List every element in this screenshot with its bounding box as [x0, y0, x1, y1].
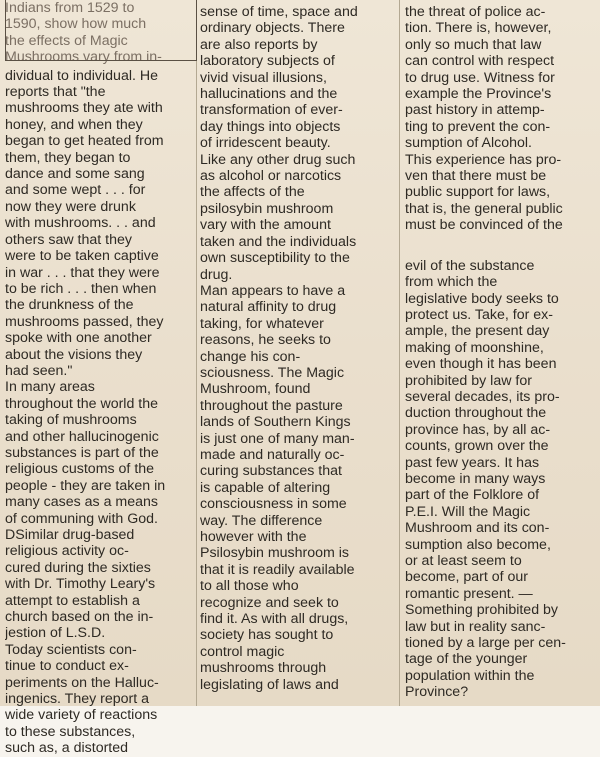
text-line: ample, the present day [405, 323, 550, 340]
text-line: taken and the individuals [200, 233, 357, 250]
text-line: sciousness. The Magic [200, 364, 345, 381]
text-line: DSimilar drug-based [5, 527, 135, 543]
text-line: protect us. Take, for ex- [405, 306, 553, 323]
text-line: recognize and seek to [200, 594, 339, 611]
text-line: spoke with one another [5, 330, 152, 347]
article-column-2 [200, 0, 393, 693]
text-line: legislative body seeks to [405, 290, 559, 307]
text-line: way. The difference [200, 512, 323, 529]
text-line: is just one of many man- [200, 430, 355, 447]
text-line: become in many ways [405, 470, 546, 487]
text-line: throughout the world the [5, 395, 159, 412]
text-line: throughout the pasture [200, 397, 343, 414]
text-line: Mushrooms vary from in- [5, 49, 162, 66]
text-line: to these substances, [5, 723, 136, 740]
text-line: began to get heated from [5, 133, 164, 150]
text-line: with Dr. Timothy Leary's [5, 576, 156, 593]
text-line: transformation of ever- [200, 102, 343, 119]
text-line: sumption also become, [405, 536, 551, 553]
text-line: tion. There is, however, [405, 20, 552, 37]
text-line: honey, and when they [5, 116, 143, 133]
text-line: Like any other drug such [200, 151, 356, 168]
text-line: the effects of Magic [5, 32, 128, 49]
text-line: day things into objects [200, 118, 341, 135]
text-line: laboratory subjects of [200, 53, 335, 70]
text-line: and other hallucinogenic [5, 428, 159, 445]
text-line: ting to prevent the con- [405, 118, 551, 135]
text-line: from which the [405, 274, 498, 291]
text-line: cured during the sixties [5, 559, 151, 576]
text-line: made and naturally oc- [200, 446, 345, 463]
text-line: past history in attemp- [405, 102, 545, 119]
text-line: dance and some sang [5, 166, 145, 183]
column-divider [196, 0, 197, 706]
text-line: that is, the general public [405, 200, 563, 217]
text-line: ordinary objects. There [200, 20, 345, 37]
text-line: 1590, show how much [5, 16, 147, 33]
article-column-1 [5, 0, 193, 757]
text-line: sumption of Alcohol. [405, 135, 532, 152]
text-line: people - they are taken in [5, 477, 166, 494]
text-line: can control with respect [405, 53, 555, 70]
text-line: lands of Southern Kings [200, 414, 351, 431]
text-line: dividual to individual. He [5, 67, 159, 84]
text-line: change his con- [200, 348, 301, 365]
text-line: reasons, he seeks to [200, 332, 331, 349]
text-line: Man appears to have a [200, 282, 346, 299]
text-line: several decades, its pro- [405, 388, 560, 405]
continued-from-box [5, 0, 197, 61]
text-line: Mushroom and its con- [405, 520, 550, 537]
text-line: even though it has been [405, 356, 557, 373]
text-line: in war . . . that they were [5, 264, 160, 281]
text-line: Mushroom, found [200, 381, 311, 398]
column-1-body [5, 68, 193, 757]
text-line: others saw that they [5, 231, 132, 248]
text-line: society has sought to [200, 627, 334, 644]
text-line: jestion of L.S.D. [5, 625, 106, 642]
text-line: however with the [200, 529, 307, 545]
text-line: This experience has pro- [405, 151, 562, 168]
text-line: curing substances that [200, 463, 342, 480]
text-line: tage of the younger [405, 651, 528, 668]
text-line: Indians from 1529 to [5, 0, 135, 16]
text-line: religious customs of the [5, 461, 155, 478]
text-line: vary with the amount [200, 217, 331, 234]
text-line: part of the Folklore of [405, 487, 540, 504]
text-line: or at least seem to [405, 553, 522, 569]
column-gap [405, 234, 595, 258]
text-line: Something prohibited by [405, 602, 559, 619]
text-line: law but in reality sanc- [405, 618, 546, 635]
text-line: about the visions they [5, 346, 143, 363]
text-line: church based on the in- [5, 609, 154, 626]
text-line: past few years. It has [405, 454, 540, 471]
text-line: the affects of the [200, 184, 305, 201]
text-line: public support for laws, [405, 184, 551, 201]
text-line: as alcohol or narcotics [200, 168, 342, 185]
text-line: find it. As with all drugs, [200, 611, 349, 628]
text-line: such as, a distorted [5, 740, 129, 757]
text-line: taking of mushrooms [5, 412, 137, 429]
text-line: ven that there must be [405, 168, 547, 185]
text-line: are also reports by [200, 36, 318, 53]
text-line: attempt to establish a [5, 592, 140, 609]
text-line: Province? [405, 684, 469, 701]
text-line: mushrooms through [200, 660, 327, 677]
text-line: that it is readily available [200, 561, 355, 578]
text-line: own susceptibility to the [200, 250, 350, 267]
text-line: and some wept . . . for [5, 182, 146, 199]
text-line: religious activity oc- [5, 543, 129, 560]
text-line: to all those who [200, 578, 299, 595]
text-line: to drug use. Witness for [405, 69, 555, 86]
column-2-body [200, 4, 393, 693]
text-line: tinue to conduct ex- [5, 658, 129, 675]
text-line: taking, for whatever [200, 315, 324, 332]
text-line: ingenics. They report a [5, 691, 150, 708]
text-line: In many areas [5, 379, 95, 396]
text-line: with mushrooms. . . and [5, 215, 156, 232]
text-line: population within the [405, 667, 535, 684]
text-line: periments on the Halluc- [5, 674, 159, 691]
text-line: legislating of laws and [200, 676, 339, 693]
text-line: natural affinity to drug [200, 299, 337, 316]
column-3-body-top [405, 4, 595, 234]
text-line: of irridescent beauty. [200, 135, 331, 152]
column-3-body-bottom [405, 258, 595, 701]
text-line: making of moonshine, [405, 339, 544, 356]
text-line: vivid visual illusions, [200, 69, 327, 86]
text-line: mushrooms they ate with [5, 100, 163, 117]
text-line: now they were drunk [5, 198, 136, 215]
text-line: drug. [200, 266, 233, 283]
text-line: to be rich . . . then when [5, 280, 157, 297]
text-line: counts, grown over the [405, 438, 549, 455]
article-column-3 [405, 0, 595, 701]
text-line: many cases as a means [5, 494, 158, 511]
text-line: the drunkness of the [5, 297, 134, 314]
text-line: had seen." [5, 362, 73, 379]
text-line: substances is part of the [5, 444, 159, 461]
text-line: of communing with God. [5, 510, 158, 527]
text-line: province has, by all ac- [405, 421, 551, 438]
text-line: become, part of our [405, 569, 529, 586]
text-line: reports that "the [5, 84, 106, 101]
text-line: P.E.I. Will the Magic [405, 503, 531, 520]
text-line: wide variety of reactions [5, 707, 158, 724]
text-line: romantic present. — [405, 585, 533, 602]
text-line: were to be taken captive [5, 248, 159, 265]
text-line: hallucinations and the [200, 86, 338, 103]
text-line: Today scientists con- [5, 641, 137, 658]
text-line: example the Province's [405, 86, 552, 103]
text-line: must be convinced of the [405, 217, 563, 234]
column-divider [399, 0, 400, 706]
text-line: sense of time, space and [200, 4, 358, 20]
text-line: duction throughout the [405, 405, 547, 422]
text-line: only so much that law [405, 36, 542, 53]
text-line: control magic [200, 643, 285, 660]
text-line: the threat of police ac- [405, 4, 546, 20]
text-line: them, they began to [5, 149, 131, 166]
text-line: Psilosybin mushroom is [200, 545, 350, 562]
text-line: mushrooms passed, they [5, 313, 164, 330]
text-line: tioned by a large per cen- [405, 635, 566, 652]
text-line: prohibited by law for [405, 372, 532, 389]
text-line: evil of the substance [405, 257, 535, 274]
text-line: is capable of altering [200, 479, 331, 496]
text-line: consciousness in some [200, 496, 347, 513]
text-line: psilosybin mushroom [200, 200, 334, 217]
